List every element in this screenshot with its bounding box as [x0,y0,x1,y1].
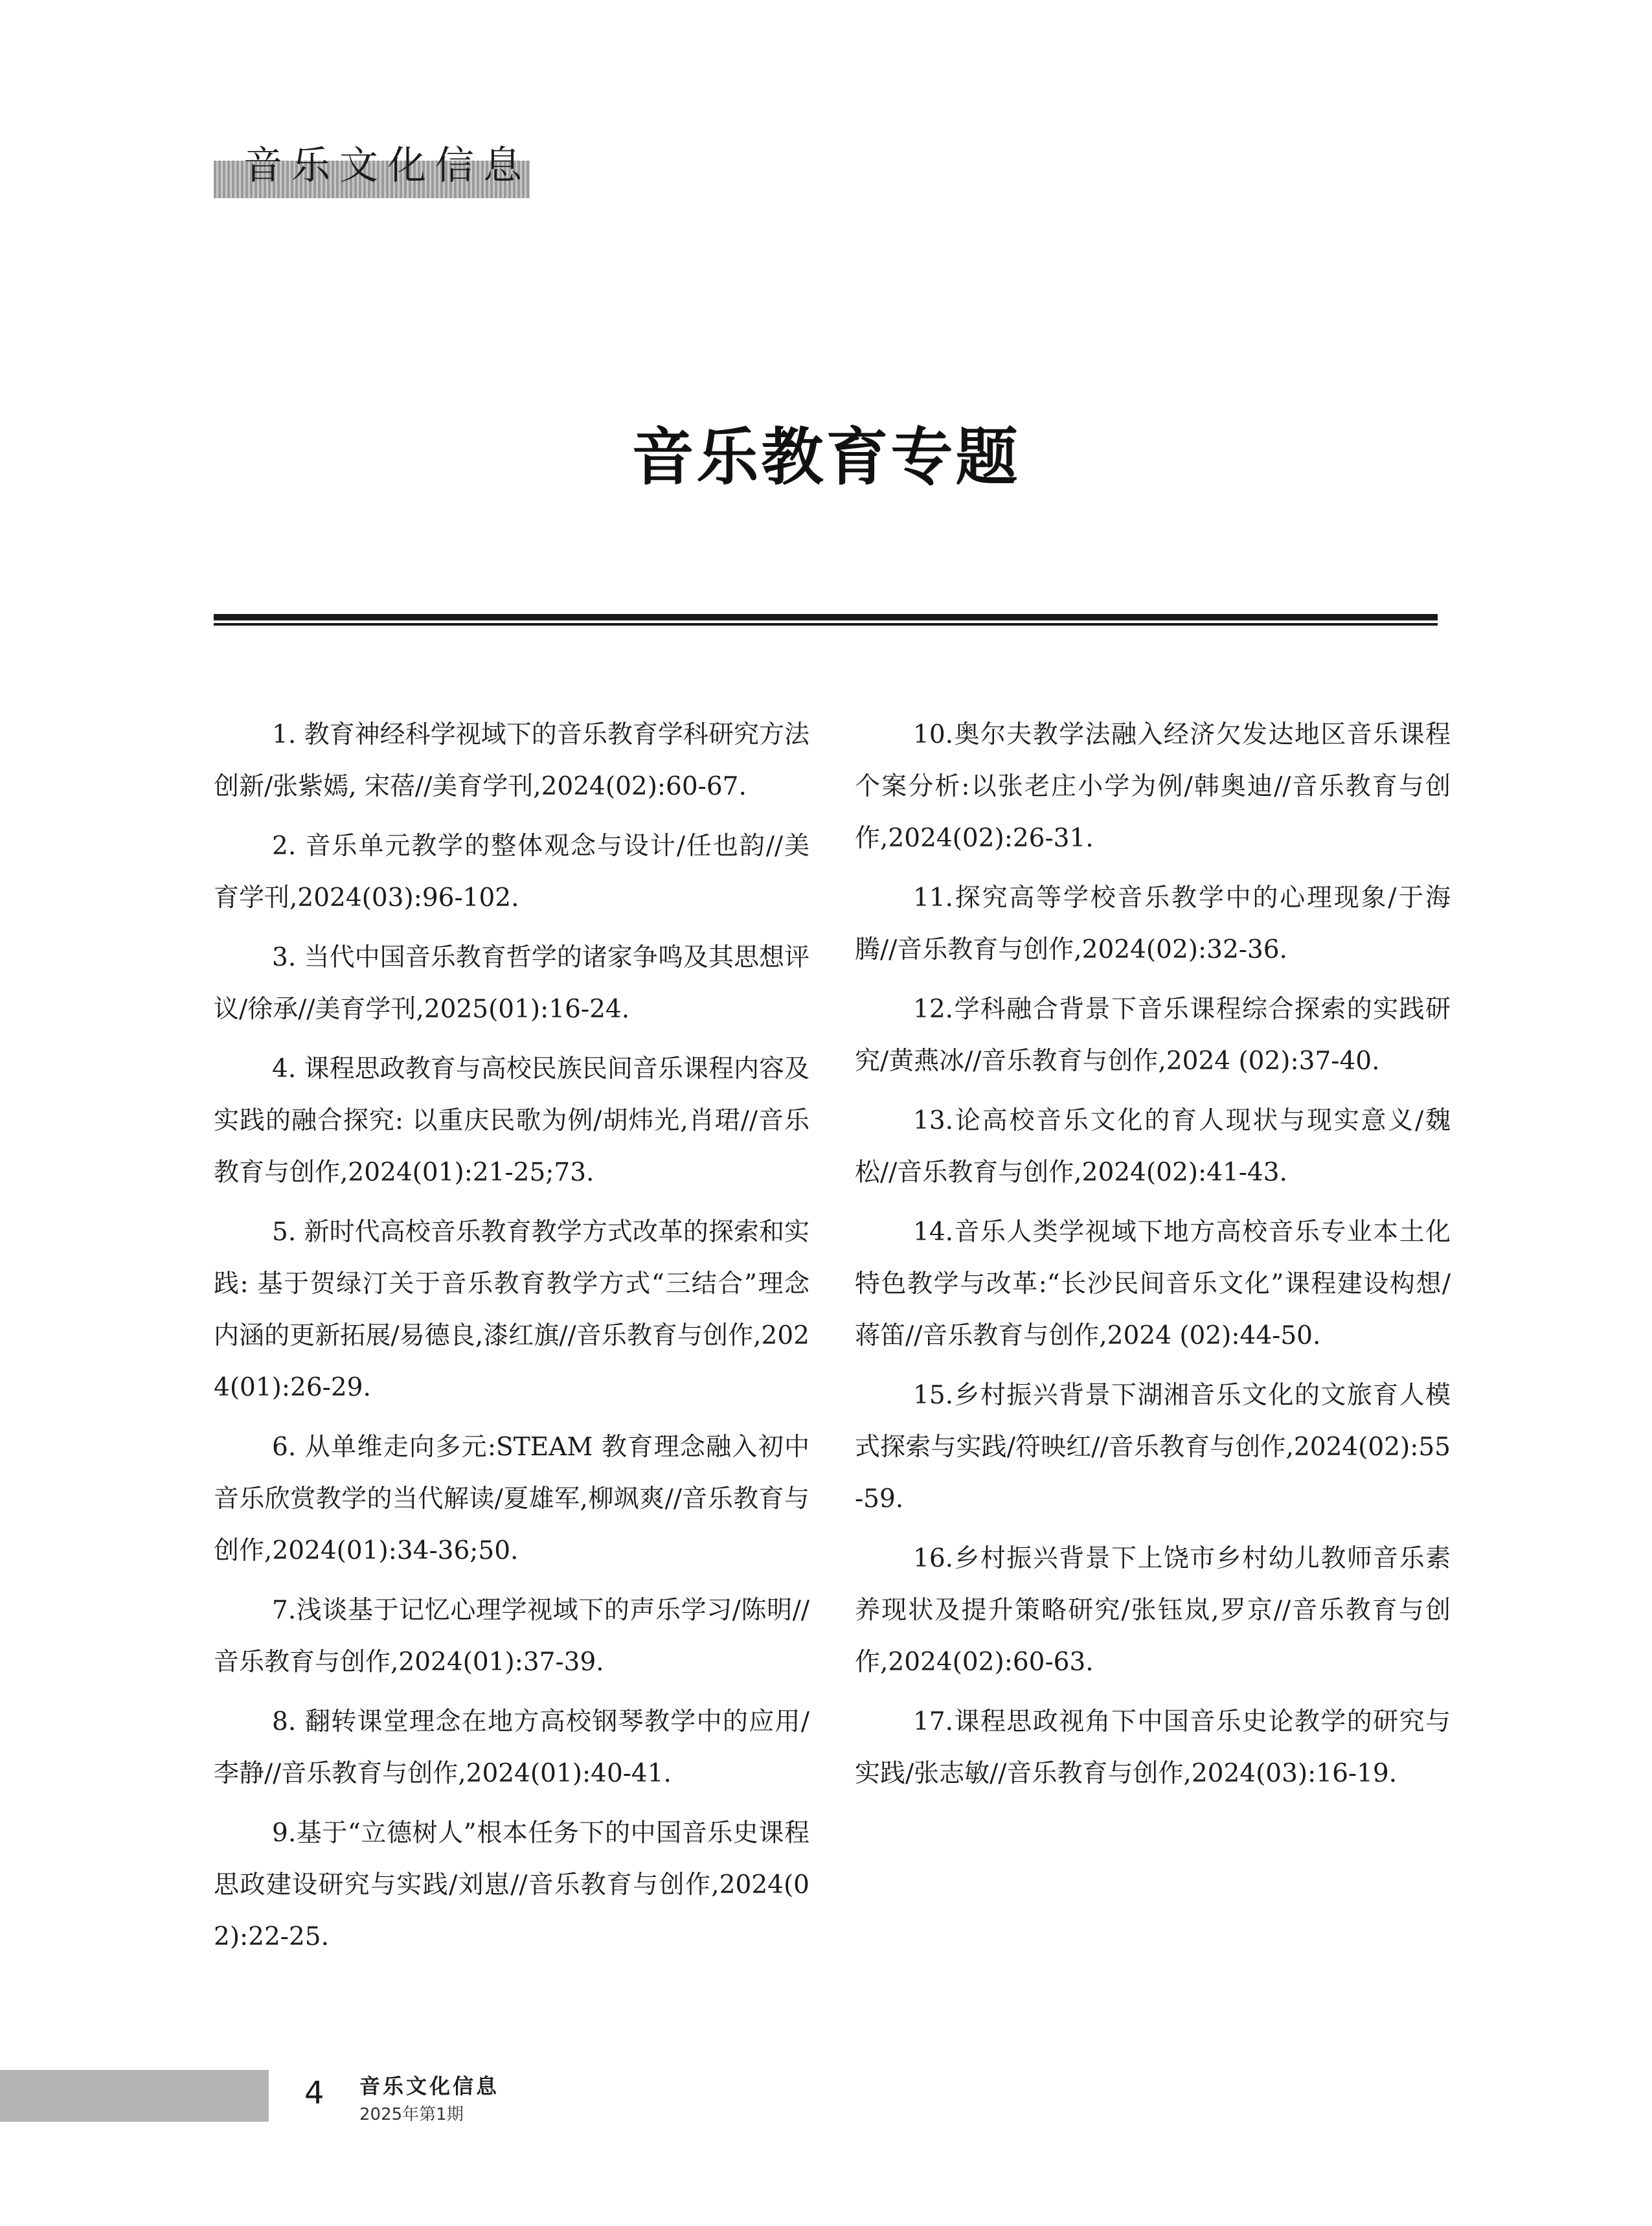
reference-entry-6: 6. 从单维走向多元:STEAM 教育理念融入初中音乐欣赏教学的当代解读/夏雄军,柳飒爽//音乐教育与创作,2024(01):34-36;50. [214,1433,809,1565]
reference-entry-16: 16.乡村振兴背景下上饶市乡村幼儿教师音乐素养现状及提升策略研究/张钰岚,罗京//音乐教育与创作,2024(02):60-63. [855,1544,1451,1677]
reference-entry-1: 1. 教育神经科学视域下的音乐教育学科研究方法创新/张紫嫣, 宋蓓//美育学刊,2024(02):60-67. [214,720,809,801]
page-number: 4 [304,2075,324,2111]
reference-entry-15: 15.乡村振兴背景下湖湘音乐文化的文旅育人模式探索与实践/符映红//音乐教育与创作,2024(02):55-59. [855,1381,1451,1514]
reference-entry-3: 3. 当代中国音乐教育哲学的诸家争鸣及其思想评议/徐承//美育学刊,2025(01):16-24. [214,943,809,1024]
section-title: 音乐教育专题 [631,421,1021,494]
footer-band [0,2070,269,2122]
footer-issue: 2025年第1期 [359,2105,464,2124]
header-tag-text: 音乐文化信息 [243,143,531,188]
references-right-column [855,709,1451,1808]
title-divider [214,614,1438,626]
reference-entry-2: 2. 音乐单元教学的整体观念与设计/任也韵//美育学刊,2024(03):96-102. [214,832,809,913]
footer-journal-name: 音乐文化信息 [359,2074,500,2098]
reference-entry-10: 10.奥尔夫教学法融入经济欠发达地区音乐课程个案分析:以张老庄小学为例/韩奥迪//音乐教育与创作,2024(02):26-31. [855,720,1451,853]
reference-entry-9: 9.基于“立德树人”根本任务下的中国音乐史课程思政建设研究与实践/刘崽//音乐教育与创作,2024(02):22-25. [214,1819,809,1951]
divider-thick-rule [214,614,1438,620]
divider-thin-rule [214,623,1438,626]
reference-entry-13: 13.论高校音乐文化的育人现状与现实意义/魏松//音乐教育与创作,2024(02):41-43. [855,1106,1451,1187]
reference-entry-5: 5. 新时代高校音乐教育教学方式改革的探索和实践: 基于贺绿汀关于音乐教育教学方式“三结合”理念内涵的更新拓展/易德良,漆红旗//音乐教育与创作,2024(01):26-29. [214,1218,809,1402]
reference-entry-12: 12.学科融合背景下音乐课程综合探索的实践研究/黄燕冰//音乐教育与创作,2024 (02):37-40. [855,995,1451,1076]
reference-entry-7: 7.浅谈基于记忆心理学视域下的声乐学习/陈明//音乐教育与创作,2024(01):37-39. [214,1596,809,1677]
references-left-column [214,709,809,1971]
reference-entry-17: 17.课程思政视角下中国音乐史论教学的研究与实践/张志敏//音乐教育与创作,2024(03):16-19. [855,1707,1451,1788]
reference-entry-4: 4. 课程思政教育与高校民族民间音乐课程内容及实践的融合探究: 以重庆民歌为例/胡炜光,肖珺//音乐教育与创作,2024(01):21-25;73. [214,1054,809,1187]
reference-entry-8: 8. 翻转课堂理念在地方高校钢琴教学中的应用/李静//音乐教育与创作,2024(01):40-41. [214,1707,809,1788]
reference-entry-11: 11.探究高等学校音乐教学中的心理现象/于海腾//音乐教育与创作,2024(02):32-36. [855,883,1451,964]
reference-entry-14: 14.音乐人类学视域下地方高校音乐专业本土化特色教学与改革:“长沙民间音乐文化”课程建设构想/蒋笛//音乐教育与创作,2024 (02):44-50. [855,1218,1451,1350]
section-header-tag [214,130,537,201]
